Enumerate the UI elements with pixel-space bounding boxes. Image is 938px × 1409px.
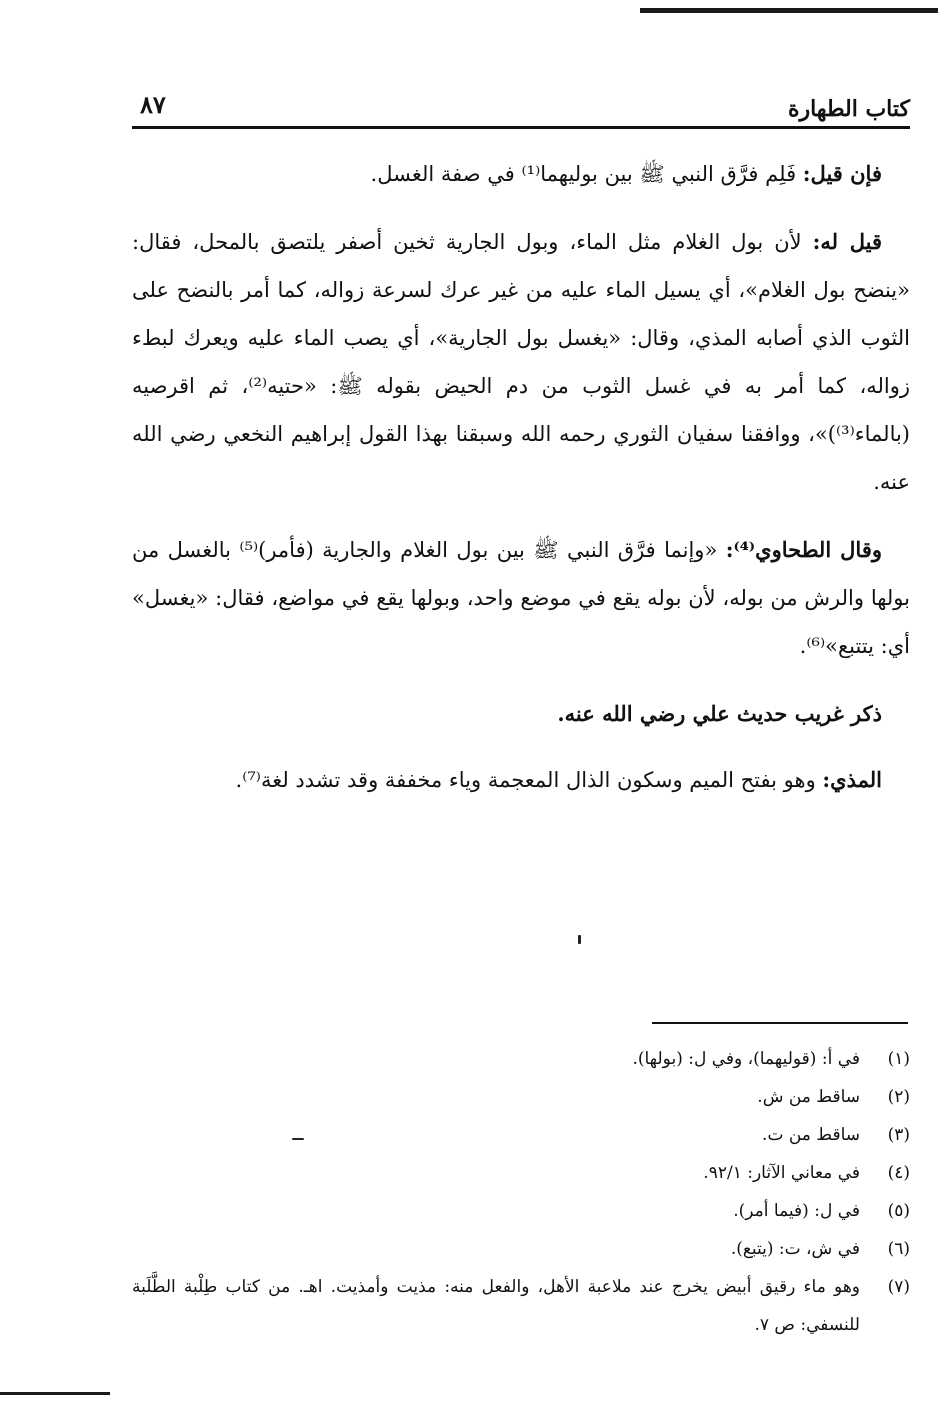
scan-edge-top xyxy=(640,8,938,13)
footnote-number: (٥) xyxy=(887,1201,910,1221)
footnote-number: (١) xyxy=(887,1049,910,1069)
footnote-item xyxy=(132,1230,910,1268)
page-header xyxy=(132,88,910,128)
running-title: كتاب الطهارة xyxy=(787,96,910,122)
paragraph-lead: ذكر غريب حديث علي رضي الله عنه. xyxy=(557,701,882,726)
footnote-text: ساقط من ت. xyxy=(762,1125,860,1145)
paragraph-text: فَلِم فرَّق النبي ﷺ بين بوليهما⁽¹⁾ في صفة الغسل. xyxy=(370,162,803,186)
footnote-text: في ش، ت: (يتبع). xyxy=(730,1239,860,1259)
header-rule xyxy=(132,126,910,129)
footnote-rule xyxy=(652,1022,908,1024)
scan-speck xyxy=(578,935,581,944)
scan-edge-bottom xyxy=(0,1392,110,1395)
footnote-number: (٧) xyxy=(887,1277,910,1297)
paragraph-lead: وقال الطحاوي⁽⁴⁾: xyxy=(725,537,883,562)
footnote-text: ساقط من ش. xyxy=(757,1087,860,1107)
paragraph-lead: قيل له: xyxy=(812,229,882,254)
footnote-item xyxy=(132,1154,910,1192)
footnote-text: في معاني الآثار: ٩٢/١. xyxy=(703,1163,860,1183)
footnote-item xyxy=(132,1040,910,1078)
paragraph-lead: المذي: xyxy=(822,767,882,792)
footnotes xyxy=(132,1040,910,1344)
paragraph-text: «وإنما فرَّق النبي ﷺ بين بول الغلام والجارية (فأمر)⁽⁵⁾ بالغسل من بولها والرش من بوله، لأن بوله يقع في موضع واحد، وبولها يقع في مواضع، فقال: «يغسل» أي: يتتبع»⁽⁶⁾. xyxy=(132,538,910,658)
footnote-text: وهو ماء رقيق أبيض يخرج عند ملاعبة الأهل، والفعل منه: مذيت وأمذيت. اهـ. من كتاب طِلْبة الطَّلَبة للنسفي: ص ٧. xyxy=(132,1277,860,1335)
footnote-item xyxy=(132,1116,910,1154)
footnote-number: (٣) xyxy=(887,1125,910,1145)
page-number: ٨٧ xyxy=(140,90,166,119)
main-text xyxy=(132,150,910,824)
footnote-number: (٢) xyxy=(887,1087,910,1107)
footnote-text: في أ: (قوليهما)، وفي ل: (بولها). xyxy=(632,1049,860,1069)
paragraph-question xyxy=(132,150,910,198)
paragraph-lead: فإن قيل: xyxy=(802,161,882,186)
paragraph-text: لأن بول الغلام مثل الماء، وبول الجارية ثخين أصفر يلتصق بالمحل، فقال: «ينضح بول الغلام»، أي يسيل الماء عليه من غير عرك لسرعة زواله، كما أمر بالنضح على الثوب الذي أصابه المذي، وقال: «يغسل بول الجارية»، أي يصب الماء عليه ويعرك لبطء زواله، كما أمر به في غسل الثوب من دم الحيض بقوله ﷺ: «حتيه⁽²⁾، ثم اقرصيه (بالماء⁽³⁾)»، ووافقنا سفيان الثوري رحمه الله وسبقنا بهذا القول إبراهيم النخعي رضي الله عنه. xyxy=(132,230,911,494)
footnote-text: في ل: (فيما أمر). xyxy=(733,1201,860,1221)
paragraph-tahawi xyxy=(132,526,910,670)
footnote-number: (٦) xyxy=(887,1239,910,1259)
footnote-item xyxy=(132,1078,910,1116)
paragraph-answer xyxy=(132,218,910,506)
footnote-item xyxy=(132,1268,910,1344)
paragraph-madhy xyxy=(132,756,910,804)
footnote-item xyxy=(132,1192,910,1230)
footnote-number: (٤) xyxy=(887,1163,910,1183)
paragraph-text: وهو بفتح الميم وسكون الذال المعجمة وياء مخففة وقد تشدد لغة⁽⁷⁾. xyxy=(235,768,823,792)
paragraph-gharib-heading xyxy=(132,690,910,738)
